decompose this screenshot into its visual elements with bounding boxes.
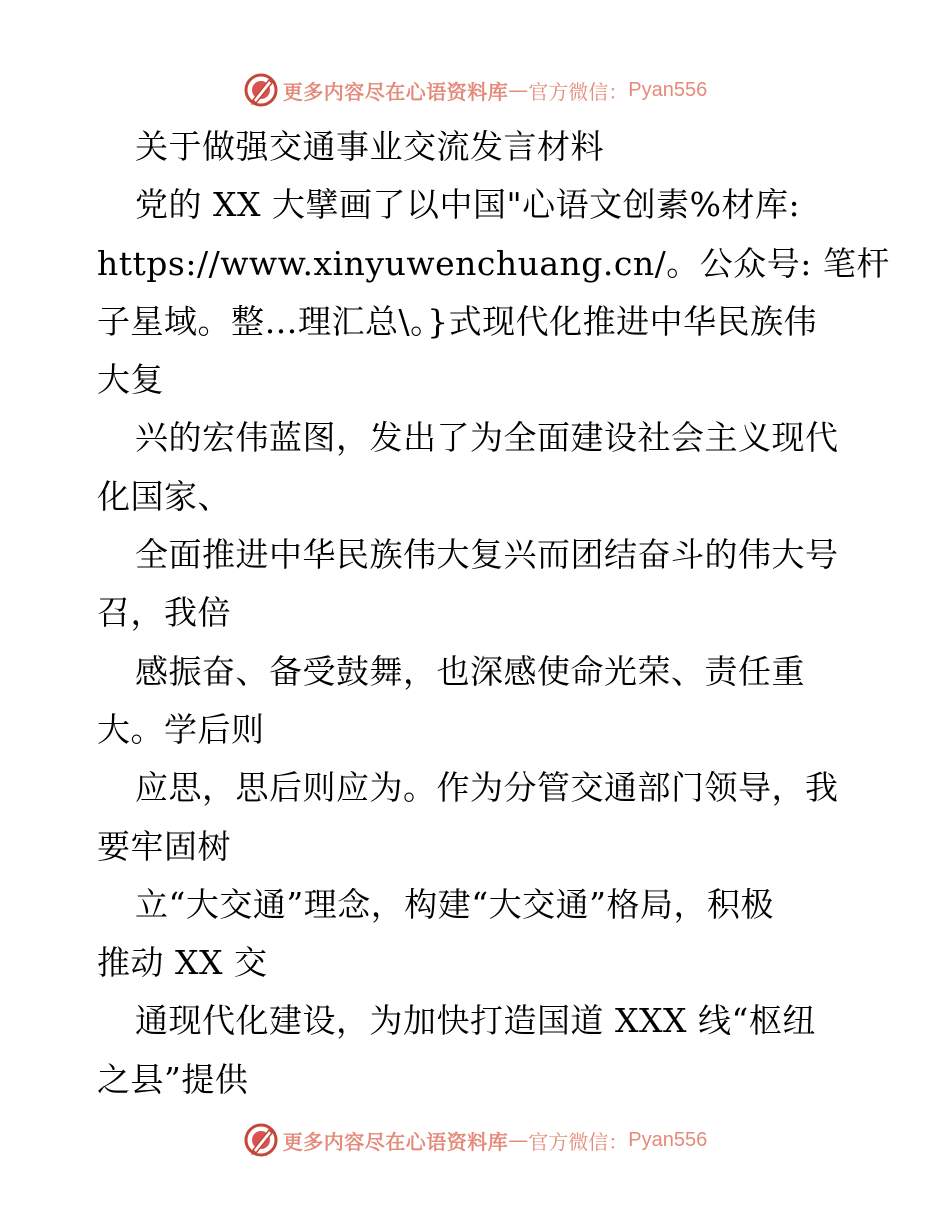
header-banner-inner <box>243 72 707 108</box>
paragraph-line: 化国家、 <box>97 476 231 516</box>
pen-logo-icon <box>243 72 279 108</box>
header-brand-text: 更多内容尽在心语资料库 <box>282 79 509 104</box>
pen-logo-icon <box>243 1122 279 1158</box>
paragraph-line: 要牢固树 <box>97 826 231 866</box>
paragraph-line: 党的 XX 大擘画了以中国"心语文创素%材库: <box>135 185 801 225</box>
header-wechat-label: 官方微信： <box>528 79 629 104</box>
paragraph-line: 通现代化建设，为加快打造国道 XXX 线“枢纽 <box>135 1001 816 1041</box>
header-wechat-id: Pyan556 <box>628 78 708 101</box>
footer-dash: — <box>508 1128 529 1152</box>
footer-brand-text: 更多内容尽在心语资料库 <box>282 1129 509 1154</box>
footer-wechat-label: 官方微信： <box>528 1129 629 1154</box>
header-banner <box>0 70 950 110</box>
paragraph-line: 应思，思后则应为。作为分管交通部门领导，我 <box>135 768 839 808</box>
paragraph-line: 全面推进中华民族伟大复兴而团结奋斗的伟大号 <box>135 535 839 575</box>
paragraph-line: 兴的宏伟蓝图，发出了为全面建设社会主义现代 <box>135 418 839 458</box>
paragraph-line: 大复 <box>97 360 164 400</box>
footer-banner-inner <box>243 1122 707 1158</box>
document-body <box>97 118 890 1109</box>
footer-banner <box>0 1120 950 1160</box>
paragraph-line: 子星域。整…理汇总\。}式现代化推进中华民族伟 <box>97 301 818 341</box>
paragraph-line: 立“大交通”理念，构建“大交通”格局，积极 <box>135 884 774 924</box>
paragraph-line: 大。学后则 <box>97 709 265 749</box>
paragraph-line: 感振奋、备受鼓舞，也深感使命光荣、责任重 <box>135 651 805 691</box>
paragraph-line: https://www.xinyuwenchuang.cn/。公众号: 笔杆 <box>97 243 890 283</box>
paragraph-line: 之县”提供 <box>97 1059 249 1099</box>
footer-wechat-id: Pyan556 <box>628 1128 708 1151</box>
paragraph-line: 推动 XX 交 <box>97 943 268 983</box>
header-dash: — <box>508 78 529 102</box>
document-title: 关于做强交通事业交流发言材料 <box>135 127 604 166</box>
paragraph-line: 召，我倍 <box>97 593 231 633</box>
